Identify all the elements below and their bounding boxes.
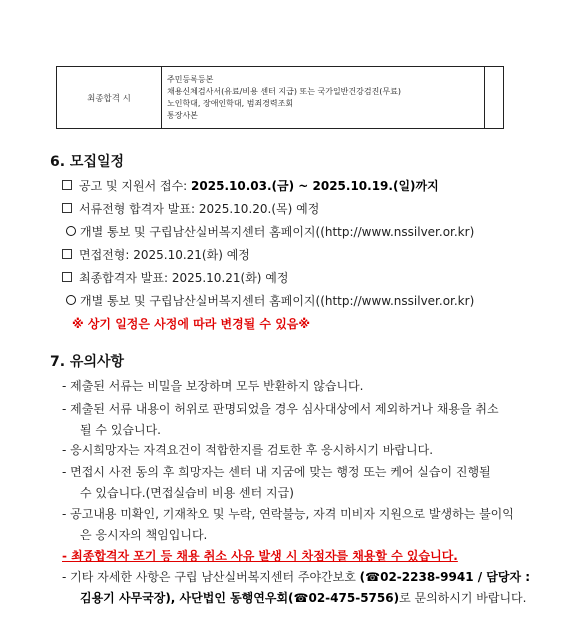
- notice-item-continued: 수 있습니다.(면접실습비 비용 센터 지급): [80, 486, 294, 500]
- section-6-title: 6. 모집일정: [50, 154, 125, 170]
- schedule-interview-line: 면접전형: 2025.10.21(화) 예정: [62, 246, 250, 263]
- doc-item: 노인학대, 장애인학대, 범죄경력조회: [167, 98, 294, 108]
- table-row: [57, 67, 504, 129]
- schedule-final-result-line: 최종합격자 발표: 2025.10.21(화) 예정: [62, 269, 288, 286]
- square-bullet-icon: [62, 203, 72, 213]
- table-label-cell: 최종합격 시: [57, 67, 162, 129]
- schedule-notice-line-2: 개별 통보 및 구립남산실버복지센터 홈페이지((http://www.nssilver.or.kr): [66, 292, 474, 309]
- table-empty-cell: [485, 67, 504, 129]
- notice-item: - 응시희망자는 자격요건이 적합한지를 검토한 후 응시하시기 바랍니다.: [62, 443, 434, 457]
- notice-item-continued: 될 수 있습니다.: [80, 423, 161, 437]
- schedule-notice-line-1: 개별 통보 및 구립남산실버복지센터 홈페이지((http://www.nssilver.or.kr): [66, 223, 474, 240]
- circle-bullet-icon: [66, 295, 76, 305]
- doc-item: 채용신체검사서(유료/비용 센터 지급) 또는 국가일반건강검진(무료): [167, 86, 402, 96]
- square-bullet-icon: [62, 180, 72, 190]
- notice-item: - 제출된 서류 내용이 허위로 판명되었을 경우 심사대상에서 제외하거나 채용을 취소: [62, 402, 499, 416]
- doc-item: 통장사본: [167, 110, 198, 120]
- square-bullet-icon: [62, 272, 72, 282]
- square-bullet-icon: [62, 249, 72, 259]
- schedule-change-notice: ※ 상기 일정은 사정에 따라 변경될 수 있음※: [72, 317, 311, 331]
- notice-item-contact: - 기타 자세한 사항은 구립 남산실버복지센터 주야간보호 (☎02-2238-9941 / 담당자 :: [62, 570, 531, 584]
- section-7-title: 7. 유의사항: [50, 354, 125, 370]
- notice-item-emphasis: - 최종합격자 포기 등 채용 취소 사유 발생 시 차점자를 채용할 수 있습니다.: [62, 549, 458, 563]
- schedule-document-result-line: 서류전형 합격자 발표: 2025.10.20.(목) 예정: [62, 200, 319, 217]
- doc-item: 주민등록등본: [167, 74, 214, 84]
- circle-bullet-icon: [66, 226, 76, 236]
- table-docs-cell: [162, 67, 485, 129]
- notice-item-continued: 은 응시자의 책임입니다.: [80, 528, 208, 542]
- notice-item: - 제출된 서류는 비밀을 보장하며 모두 반환하지 않습니다.: [62, 379, 364, 393]
- schedule-application-line: 공고 및 지원서 접수: 2025.10.03.(금) ~ 2025.10.19.(일)까지: [62, 177, 439, 194]
- notice-item: - 면접시 사전 동의 후 희망자는 센터 내 지굼에 맞는 행정 또는 케어 실습이 진행될: [62, 465, 491, 479]
- notice-item: - 공고내용 미확인, 기재착오 및 누락, 연락불능, 자격 미비자 지원으로 발생하는 불이익: [62, 507, 514, 521]
- notice-item-contact-continued: 김용기 사무국장), 사단법인 동행연우회(☎02-475-5756)로 문의하시기 바랍니다.: [80, 591, 527, 605]
- required-documents-table: [56, 66, 504, 129]
